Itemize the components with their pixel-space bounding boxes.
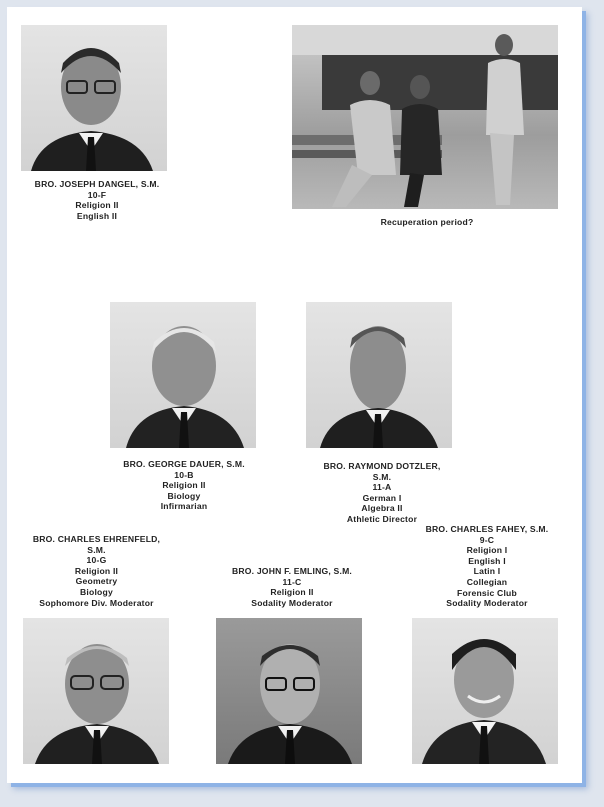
subject-line: English II xyxy=(76,210,118,221)
portrait-photo-dauer xyxy=(110,302,256,448)
homeroom-ehrenfeld: 10-G xyxy=(86,555,107,566)
group-photo-caption: Recuperation period? xyxy=(380,217,474,227)
subject-line: Latin I xyxy=(473,566,501,577)
homeroom-fahey: 9-C xyxy=(479,534,495,545)
portrait-photo-ehrenfeld xyxy=(23,618,169,764)
subject-line: Collegian xyxy=(466,576,508,587)
name-suffix-ehrenfeld: S.M. xyxy=(87,544,106,555)
name-dauer: BRO. GEORGE DAUER, S.M. xyxy=(123,459,245,469)
subject-line: Biology xyxy=(80,586,113,597)
homeroom-dauer: 10-B xyxy=(174,469,194,480)
subject-line: Athletic Director xyxy=(346,513,418,524)
name-dotzler: BRO. RAYMOND DOTZLER, xyxy=(323,461,441,471)
name-dangel: BRO. JOSEPH DANGEL, S.M. xyxy=(34,179,160,189)
name-ehrenfeld: BRO. CHARLES EHRENFELD, xyxy=(32,534,161,544)
subject-line: German I xyxy=(362,492,402,503)
portrait-photo-dangel xyxy=(21,25,167,171)
name-emling: BRO. JOHN F. EMLING, S.M. xyxy=(231,566,353,576)
portrait-photo-fahey xyxy=(412,618,558,764)
homeroom-dotzler: 11-A xyxy=(372,482,392,493)
subject-line: Infirmarian xyxy=(160,501,208,512)
portrait-photo-emling xyxy=(216,618,362,764)
subject-line: Algebra II xyxy=(361,503,403,514)
subject-line: Forensic Club xyxy=(457,587,517,598)
subject-line: English I xyxy=(468,555,506,566)
caption-dotzler xyxy=(307,461,457,525)
subject-line: Religion II xyxy=(75,200,119,211)
subject-line: Sodality Moderator xyxy=(446,598,528,609)
caption-dangel xyxy=(17,179,177,221)
yearbook-page xyxy=(7,7,582,783)
caption-dauer xyxy=(104,459,264,512)
caption-ehrenfeld xyxy=(19,534,174,608)
name-suffix-dotzler: S.M. xyxy=(372,471,392,482)
homeroom-dangel: 10-F xyxy=(87,189,107,200)
subject-line: Religion I xyxy=(466,545,508,556)
subject-line: Geometry xyxy=(75,576,118,587)
caption-emling xyxy=(212,566,372,608)
subject-line: Religion II xyxy=(270,587,314,598)
subject-line: Biology xyxy=(167,490,201,501)
subject-line: Religion II xyxy=(162,480,206,491)
portrait-photo-dotzler xyxy=(306,302,452,448)
group-candid-photo xyxy=(292,25,558,209)
caption-fahey xyxy=(407,524,567,609)
subject-line: Sophomore Div. Moderator xyxy=(39,597,154,608)
homeroom-emling: 11-C xyxy=(282,576,302,587)
name-fahey: BRO. CHARLES FAHEY, S.M. xyxy=(425,524,549,534)
subject-line: Religion II xyxy=(74,565,119,576)
subject-line: Sodality Moderator xyxy=(251,597,333,608)
